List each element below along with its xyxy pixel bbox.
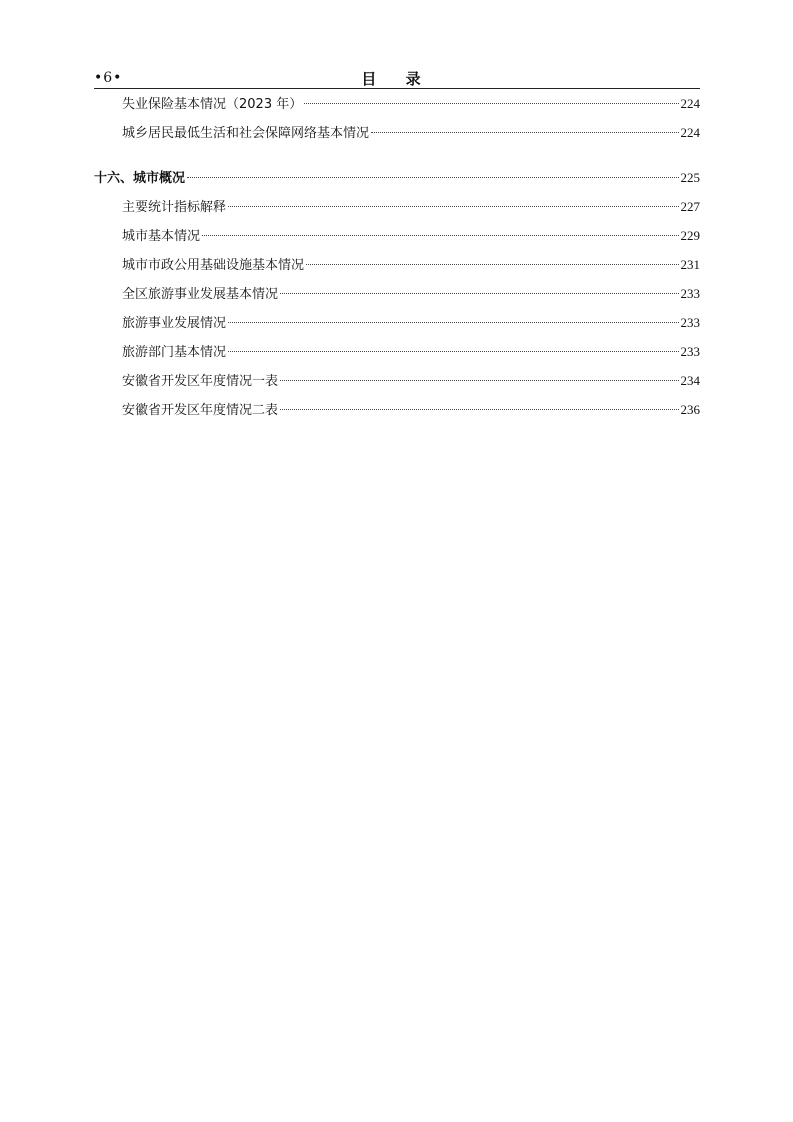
toc-leader-dots <box>280 293 678 294</box>
toc-leader-dots <box>228 351 678 352</box>
toc-entry-page: 233 <box>680 286 700 301</box>
toc-leader-dots <box>228 322 678 323</box>
toc-entry[interactable] <box>94 250 700 279</box>
toc-entry[interactable] <box>94 308 700 337</box>
toc-entry-page: 236 <box>680 402 700 417</box>
toc-entry[interactable] <box>94 366 700 395</box>
toc-entry[interactable] <box>94 89 700 118</box>
toc-leader-dots <box>280 380 678 381</box>
toc-entry-page: 229 <box>680 228 700 243</box>
page-number: •6• <box>94 70 123 86</box>
toc-entry-page: 227 <box>680 199 700 214</box>
toc-entry-label: 安徽省开发区年度情况一表 <box>122 374 279 389</box>
toc-leader-dots <box>187 177 678 178</box>
toc-leader-dots <box>280 409 678 410</box>
toc-entry[interactable] <box>94 192 700 221</box>
toc-section-heading[interactable] <box>94 163 700 192</box>
toc-entry-page: 224 <box>680 125 700 140</box>
toc-leader-dots <box>304 103 678 104</box>
toc-entry[interactable] <box>94 221 700 250</box>
toc-entry-label: 城市基本情况 <box>122 229 201 244</box>
section-gap <box>94 147 700 163</box>
toc-entry-label: 失业保险基本情况（2023 年） <box>122 97 303 112</box>
toc-entry-label: 旅游部门基本情况 <box>122 345 227 360</box>
toc-entry[interactable] <box>94 279 700 308</box>
toc-entry-label: 旅游事业发展情况 <box>122 316 227 331</box>
toc-entry-page: 224 <box>680 96 700 111</box>
toc-entry-page: 231 <box>680 257 700 272</box>
toc-entry-label: 城市市政公用基础设施基本情况 <box>122 258 305 273</box>
toc-leader-dots <box>306 264 678 265</box>
toc-leader-dots <box>371 132 678 133</box>
toc-entry-page: 234 <box>680 373 700 388</box>
toc-entry-page: 233 <box>680 315 700 330</box>
toc-entry[interactable] <box>94 395 700 424</box>
toc-entry[interactable] <box>94 337 700 366</box>
toc-entry-label: 城乡居民最低生活和社会保障网络基本情况 <box>122 126 370 141</box>
table-of-contents <box>94 89 700 424</box>
toc-section-label: 十六、城市概况 <box>94 171 186 186</box>
toc-leader-dots <box>202 235 678 236</box>
page-title: 目 录 <box>361 70 433 88</box>
toc-entry-label: 全区旅游事业发展基本情况 <box>122 287 279 302</box>
document-page <box>94 68 700 424</box>
toc-entry-label: 主要统计指标解释 <box>122 200 227 215</box>
toc-entry[interactable] <box>94 118 700 147</box>
toc-leader-dots <box>228 206 678 207</box>
toc-entry-page: 233 <box>680 344 700 359</box>
page-header <box>94 68 700 89</box>
toc-entry-label: 安徽省开发区年度情况二表 <box>122 403 279 418</box>
toc-section-page: 225 <box>680 170 700 185</box>
